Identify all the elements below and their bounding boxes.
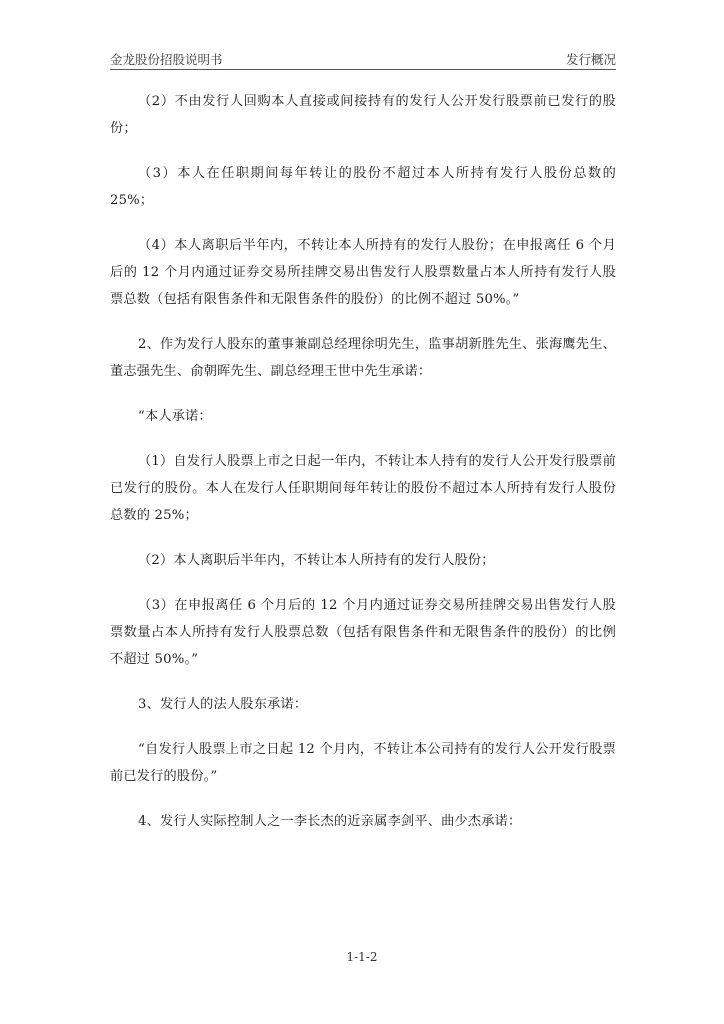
header-divider (110, 69, 616, 70)
page-header (110, 50, 616, 70)
paragraph: 2、作为发行人股东的董事兼副总经理徐明先生，监事胡新胜先生、张海鹰先生、董志强先生、俞朝晖先生、副总经理王世中先生承诺： (110, 337, 616, 379)
paragraph: （1）自发行人股票上市之日起一年内，不转让本人持有的发行人公开发行股票前已发行的股份。本人在发行人任职期间每年转让的股份不超过本人所持有发行人股份总数的 25%； (110, 454, 616, 523)
paragraph: “自发行人股票上市之日起 12 个月内，不转让本公司持有的发行人公开发行股票前已发行的股份。” (110, 742, 616, 784)
page-body (110, 88, 616, 853)
paragraph: （3）在申报离任 6 个月后的 12 个月内通过证券交易所挂牌交易出售发行人股票数量占本人所持有发行人股票总数（包括有限售条件和无限售条件的股份）的比例不超过 50%。” (110, 598, 616, 667)
paragraph: “本人承诺： (138, 409, 212, 424)
document-title: 金龙股份招股说明书 (110, 52, 223, 67)
paragraph: 4、发行人实际控制人之一李长杰的近亲属李剑平、曲少杰承诺： (138, 814, 522, 829)
paragraph: （4）本人离职后半年内，不转让本人所持有的发行人股份；在申报离任 6 个月后的 12 个月内通过证券交易所挂牌交易出售发行人股票数量占本人所持有发行人股票总数（包括有限售条件和无限售条件的股份）的比例不超过 50%。” (110, 238, 616, 307)
page-number: 1-1-2 (346, 950, 378, 964)
paragraph: （3）本人在任职期间每年转让的股份不超过本人所持有发行人股份总数的25%； (110, 166, 616, 208)
paragraph: （2）不由发行人回购本人直接或间接持有的发行人公开发行股票前已发行的股份； (110, 94, 616, 136)
paragraph: 3、发行人的法人股东承诺： (138, 697, 308, 712)
section-title: 发行概况 (565, 52, 616, 67)
paragraph: （2）本人离职后半年内，不转让本人所持有的发行人股份； (138, 553, 495, 568)
